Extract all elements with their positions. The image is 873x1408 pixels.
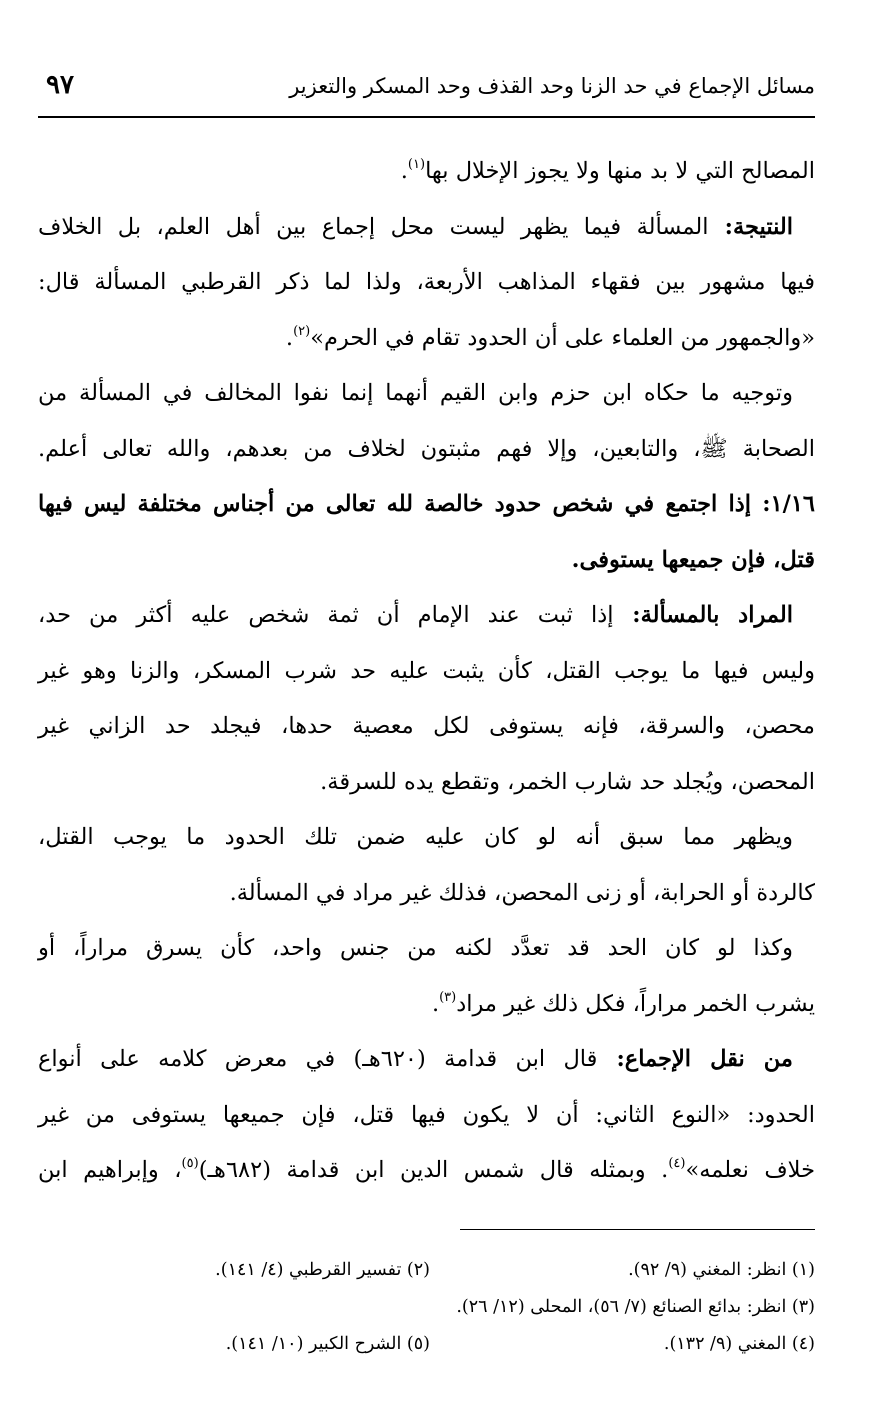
footnote: (٣) انظر: بدائع الصنائع (٧/ ٥٦)، المحلى (١٢/ ٢٦). — [456, 1296, 815, 1317]
running-header — [38, 60, 815, 118]
footnote: (١) انظر: المغني (٩/ ٩٢). — [628, 1259, 815, 1280]
text-span: وليس فيها ما يوجب القتل، كأن يثبت عليه حد شرب المسكر، والزنا وهو غير — [38, 657, 815, 684]
text-span: وكذا لو كان الحد قد تعدَّد لكنه من جنس واحد، كأن يسرق مراراً، أو — [38, 935, 793, 961]
text-line — [38, 144, 815, 200]
footnote-row — [38, 1252, 815, 1289]
text-line — [38, 477, 815, 533]
footnote-ref: (١) — [407, 157, 426, 172]
text-line — [38, 1032, 815, 1088]
text-line — [38, 311, 815, 367]
text-span: قال ابن قدامة (٦٢٠هـ) في معرض كلامه على أنواع — [38, 1046, 598, 1072]
page-number: ٩٧ — [46, 70, 74, 100]
running-title: مسائل الإجماع في حد الزنا وحد القذف وحد المسكر والتعزير — [289, 74, 815, 98]
text-span: . — [400, 158, 408, 184]
text-span: المراد بالمسألة: — [613, 602, 793, 628]
text-span: المصالح التي لا بد منها ولا يجوز الإخلال بها — [425, 158, 815, 184]
text-span: المحصن، ويُجلد حد شارب الخمر، وتقطع يده للسرقة. — [320, 768, 815, 795]
text-span: خلاف نعلمه» — [685, 1157, 815, 1183]
footnote-separator — [460, 1229, 815, 1230]
text-line — [38, 200, 815, 256]
book-page — [38, 60, 815, 1363]
text-span: محصن، والسرقة، فإنه يستوفى لكل معصية حدها، فيجلد حد الزاني غير — [38, 713, 815, 739]
text-line — [38, 1143, 815, 1199]
text-span: ، وإبراهيم ابن — [38, 1157, 182, 1183]
text-line — [38, 533, 815, 589]
text-span: ١/١٦: إذا اجتمع في شخص حدود خالصة لله تعالى من أجناس مختلفة ليس فيها — [38, 491, 815, 517]
text-line — [38, 366, 815, 422]
footnote-row — [38, 1326, 815, 1363]
text-span: النتيجة: — [708, 213, 794, 240]
text-span: الصحابة ﷺ، والتابعين، وإلا فهم مثبتون لخلاف من بعدهم، والله تعالى أعلم. — [38, 435, 815, 462]
footnote-ref: (٣) — [439, 989, 457, 1005]
text-line — [38, 866, 815, 922]
text-line — [38, 644, 815, 700]
text-span: . — [431, 990, 440, 1017]
footnote-ref: (٢) — [293, 323, 311, 339]
text-line — [38, 810, 815, 866]
text-line — [38, 588, 815, 644]
text-span: فيها مشهور بين فقهاء المذاهب الأربعة، ولذا لما ذكر القرطبي المسألة قال: — [38, 269, 815, 295]
text-span: الحدود: «النوع الثاني: أن لا يكون فيها قتل، فإن جميعها يستوفى من غير — [38, 1101, 815, 1128]
text-line — [38, 255, 815, 311]
text-span: المسألة فيما يظهر ليست محل إجماع بين أهل العلم، بل الخلاف — [38, 213, 709, 240]
text-span: يشرب الخمر مراراً، فكل ذلك غير مراد — [456, 990, 815, 1017]
text-span: . — [285, 324, 294, 351]
footnote: (٥) الشرح الكبير (١٠/ ١٤١). — [225, 1333, 430, 1354]
text-line — [38, 755, 815, 811]
text-line — [38, 921, 815, 977]
text-span: . وبمثله قال شمس الدين ابن قدامة (٦٨٢هـ) — [198, 1157, 669, 1183]
text-span: قتل، فإن جميعها يستوفى. — [571, 546, 815, 573]
footnote-ref: (٤) — [668, 1156, 686, 1171]
text-span: كالردة أو الحرابة، أو زنى المحصن، فذلك غير مراد في المسألة. — [229, 879, 815, 906]
footnote: (٢) تفسير القرطبي (٤/ ١٤١). — [215, 1259, 430, 1280]
text-line — [38, 422, 815, 478]
main-text — [38, 144, 815, 1199]
text-span: إذا ثبت عند الإمام أن ثمة شخص عليه أكثر من حد، — [38, 602, 614, 628]
text-line — [38, 699, 815, 755]
text-span: وتوجيه ما حكاه ابن حزم وابن القيم أنهما إنما نفوا المخالف في المسألة من — [38, 380, 793, 406]
text-span: ويظهر مما سبق أنه لو كان عليه ضمن تلك الحدود ما يوجب القتل، — [38, 824, 793, 850]
text-line — [38, 1088, 815, 1144]
text-span: «والجمهور من العلماء على أن الحدود تقام في الحرم» — [310, 324, 815, 351]
text-span: من نقل الإجماع: — [597, 1046, 793, 1072]
footnote-ref: (٥) — [181, 1156, 199, 1171]
text-line — [38, 977, 815, 1033]
footnote: (٤) المغني (٩/ ١٣٢). — [663, 1333, 815, 1354]
footnote-row — [38, 1289, 815, 1326]
footnotes — [38, 1252, 815, 1363]
